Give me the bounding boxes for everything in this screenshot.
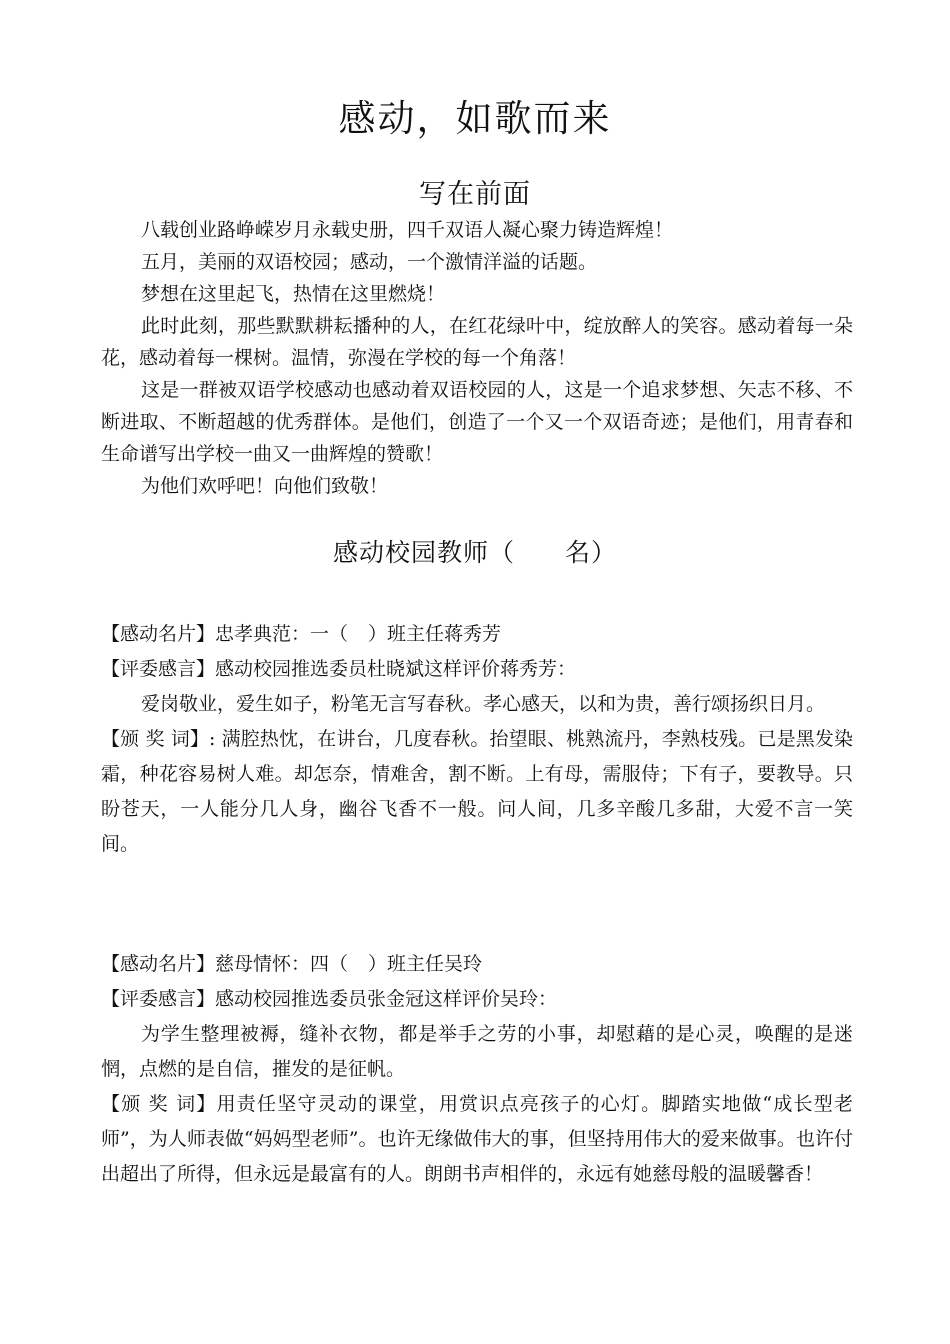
award-label: 【颁 奖 词】 (101, 728, 210, 750)
preface-heading: 写在前面 (419, 179, 531, 210)
card-label: 【感动名片】 (101, 953, 216, 975)
section-title-right: 名） (565, 538, 618, 567)
card-text-tail: ）班主任吴玲 (368, 953, 483, 975)
section-title-left: 感动校园教师（ (332, 538, 515, 567)
judge-label: 【评委感言】 (101, 658, 216, 680)
preface-paragraph: 五月，美丽的双语校园；感动，一个激情洋溢的话题。 (141, 251, 598, 273)
teacher-entry (101, 617, 853, 862)
judge-comment: 为学生整理被褥，缝补衣物，都是举手之劳的小事，却慰藉的是心灵，唤醒的是迷惘，点燃的是自信，摧发的是征帆。 (101, 1023, 853, 1080)
judge-line (101, 652, 853, 687)
award-text: 用责任坚守灵动的课堂，用赏识点亮孩子的心灯。脚踏实地做“成长型老师”，为人师表做“妈妈型老师”。也许无缘做伟大的事，但坚持用伟大的爱来做事。也许付出超出了所得，但永远是最富有的人。朗朗书声相伴的，永远有她慈母般的温暖馨香！ (101, 1093, 853, 1185)
award-text: : 满腔热忱，在讲台，几度春秋。抬望眼、桃熟流丹，李熟枝残。已是黑发染霜，种花容易树人难。却怎奈，情难舍，割不断。上有母，需服侍；下有子，要教导。只盼苍天，一人能分几人身，幽谷飞香不一般。问人间，几多辛酸几多甜，大爱不言一笑间。 (101, 728, 853, 855)
preface-paragraph: 为他们欢呼吧！向他们致敬！ (141, 475, 389, 497)
award-label: 【颁 奖 词】 (101, 1093, 217, 1115)
card-line (101, 617, 853, 652)
preface-paragraph: 这是一群被双语学校感动也感动着双语校园的人，这是一个追求梦想、矢志不移、不断进取、不断超越的优秀群体。是他们，创造了一个又一个双语奇迹；是他们，用青春和生命谱写出学校一曲又一曲辉煌的赞歌！ (101, 379, 853, 465)
award-line (101, 722, 853, 862)
section-title (0, 533, 950, 569)
teacher-entry (101, 947, 853, 1192)
document-title: 感动，如歌而来 (338, 97, 612, 140)
judge-line (101, 982, 853, 1017)
card-label: 【感动名片】 (101, 623, 216, 645)
preface-paragraph: 此时此刻，那些默默耕耘播种的人，在红花绿叶中，绽放醉人的笑容。感动着每一朵花，感动着每一棵树。温情，弥漫在学校的每一个角落！ (101, 315, 853, 369)
judge-text: 感动校园推选委员杜晓斌这样评价蒋秀芳： (215, 658, 577, 680)
judge-label: 【评委感言】 (101, 988, 216, 1010)
card-line (101, 947, 853, 982)
award-line (101, 1087, 853, 1192)
judge-comment: 爱岗敬业，爱生如子，粉笔无言写春秋。孝心感天，以和为贵，善行颂扬织日月。 (141, 693, 826, 715)
card-text-tail: ）班主任蒋秀芳 (368, 623, 502, 645)
card-text: 忠孝典范：一（ (215, 623, 349, 645)
card-text: 慈母情怀：四（ (215, 953, 349, 975)
preface-paragraph: 梦想在这里起飞，热情在这里燃烧！ (141, 283, 446, 305)
judge-text: 感动校园推选委员张金冠这样评价吴玲： (215, 988, 558, 1010)
preface-paragraph: 八载创业路峥嵘岁月永载史册，四千双语人凝心聚力铸造辉煌！ (141, 219, 674, 241)
preface-body (101, 214, 853, 502)
